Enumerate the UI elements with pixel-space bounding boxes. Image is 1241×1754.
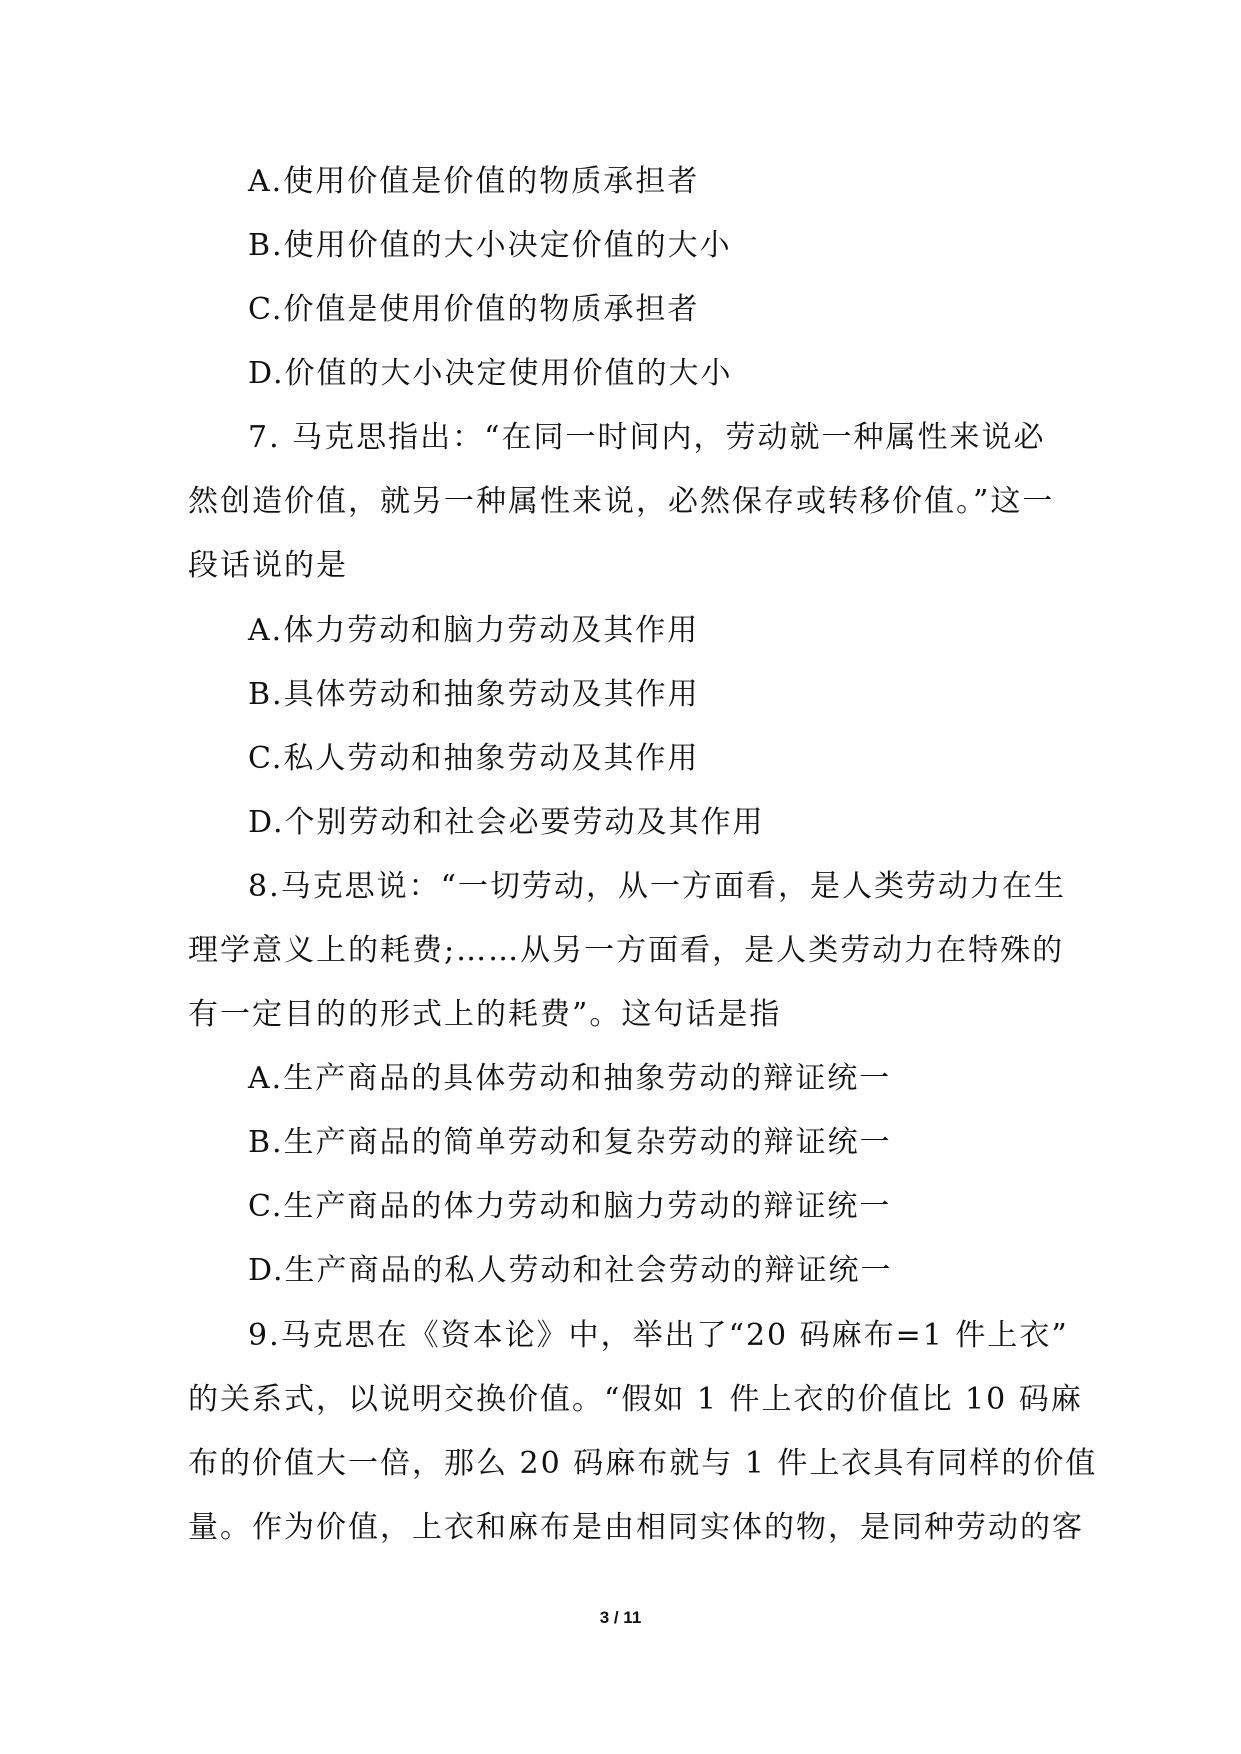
q7-option-b: B.具体劳动和抽象劳动及其作用	[248, 677, 700, 712]
q9-stem-line-3: 布的价值大一倍，那么 20 码麻布就与 1 件上衣具有同样的价值	[188, 1446, 1098, 1481]
q7-stem-line-1: 7. 马克思指出：“在同一时间内，劳动就一种属性来说必	[248, 420, 1046, 455]
q7-option-a: A.体力劳动和脑力劳动及其作用	[248, 613, 700, 648]
page-number: 3 / 11	[599, 1608, 642, 1627]
q6-option-c: C.价值是使用价值的物质承担者	[248, 292, 700, 327]
q8-stem-line-2: 理学意义上的耗费;……从另一方面看，是人类劳动力在特殊的	[188, 933, 1065, 968]
q8-option-a: A.生产商品的具体劳动和抽象劳动的辩证统一	[248, 1061, 892, 1096]
q6-option-b: B.使用价值的大小决定价值的大小	[248, 228, 732, 263]
q8-stem-line-1: 8.马克思说：“一切劳动，从一方面看，是人类劳动力在生	[248, 869, 1066, 904]
q8-option-d: D.生产商品的私人劳动和社会劳动的辩证统一	[248, 1253, 893, 1288]
q9-stem-line-2: 的关系式，以说明交换价值。“假如 1 件上衣的价值比 10 码麻	[188, 1382, 1083, 1417]
q9-stem-line-4: 量。作为价值，上衣和麻布是由相同实体的物，是同种劳动的客	[188, 1510, 1084, 1545]
q8-option-c: C.生产商品的体力劳动和脑力劳动的辩证统一	[248, 1189, 892, 1224]
q9-stem-line-1: 9.马克思在《资本论》中，举出了“20 码麻布=1 件上衣”	[248, 1318, 1069, 1353]
q8-stem-line-3: 有一定目的的形式上的耗费”。这句话是指	[188, 997, 782, 1032]
q7-stem-line-3: 段话说的是	[188, 548, 348, 583]
q7-option-d: D.个别劳动和社会必要劳动及其作用	[248, 805, 765, 840]
q7-option-c: C.私人劳动和抽象劳动及其作用	[248, 741, 700, 776]
q8-option-b: B.生产商品的简单劳动和复杂劳动的辩证统一	[248, 1125, 892, 1160]
q6-option-d: D.价值的大小决定使用价值的大小	[248, 356, 733, 391]
q6-option-a: A.使用价值是价值的物质承担者	[248, 164, 700, 199]
q7-stem-line-2: 然创造价值，就另一种属性来说，必然保存或转移价值。”这一	[188, 484, 1055, 519]
